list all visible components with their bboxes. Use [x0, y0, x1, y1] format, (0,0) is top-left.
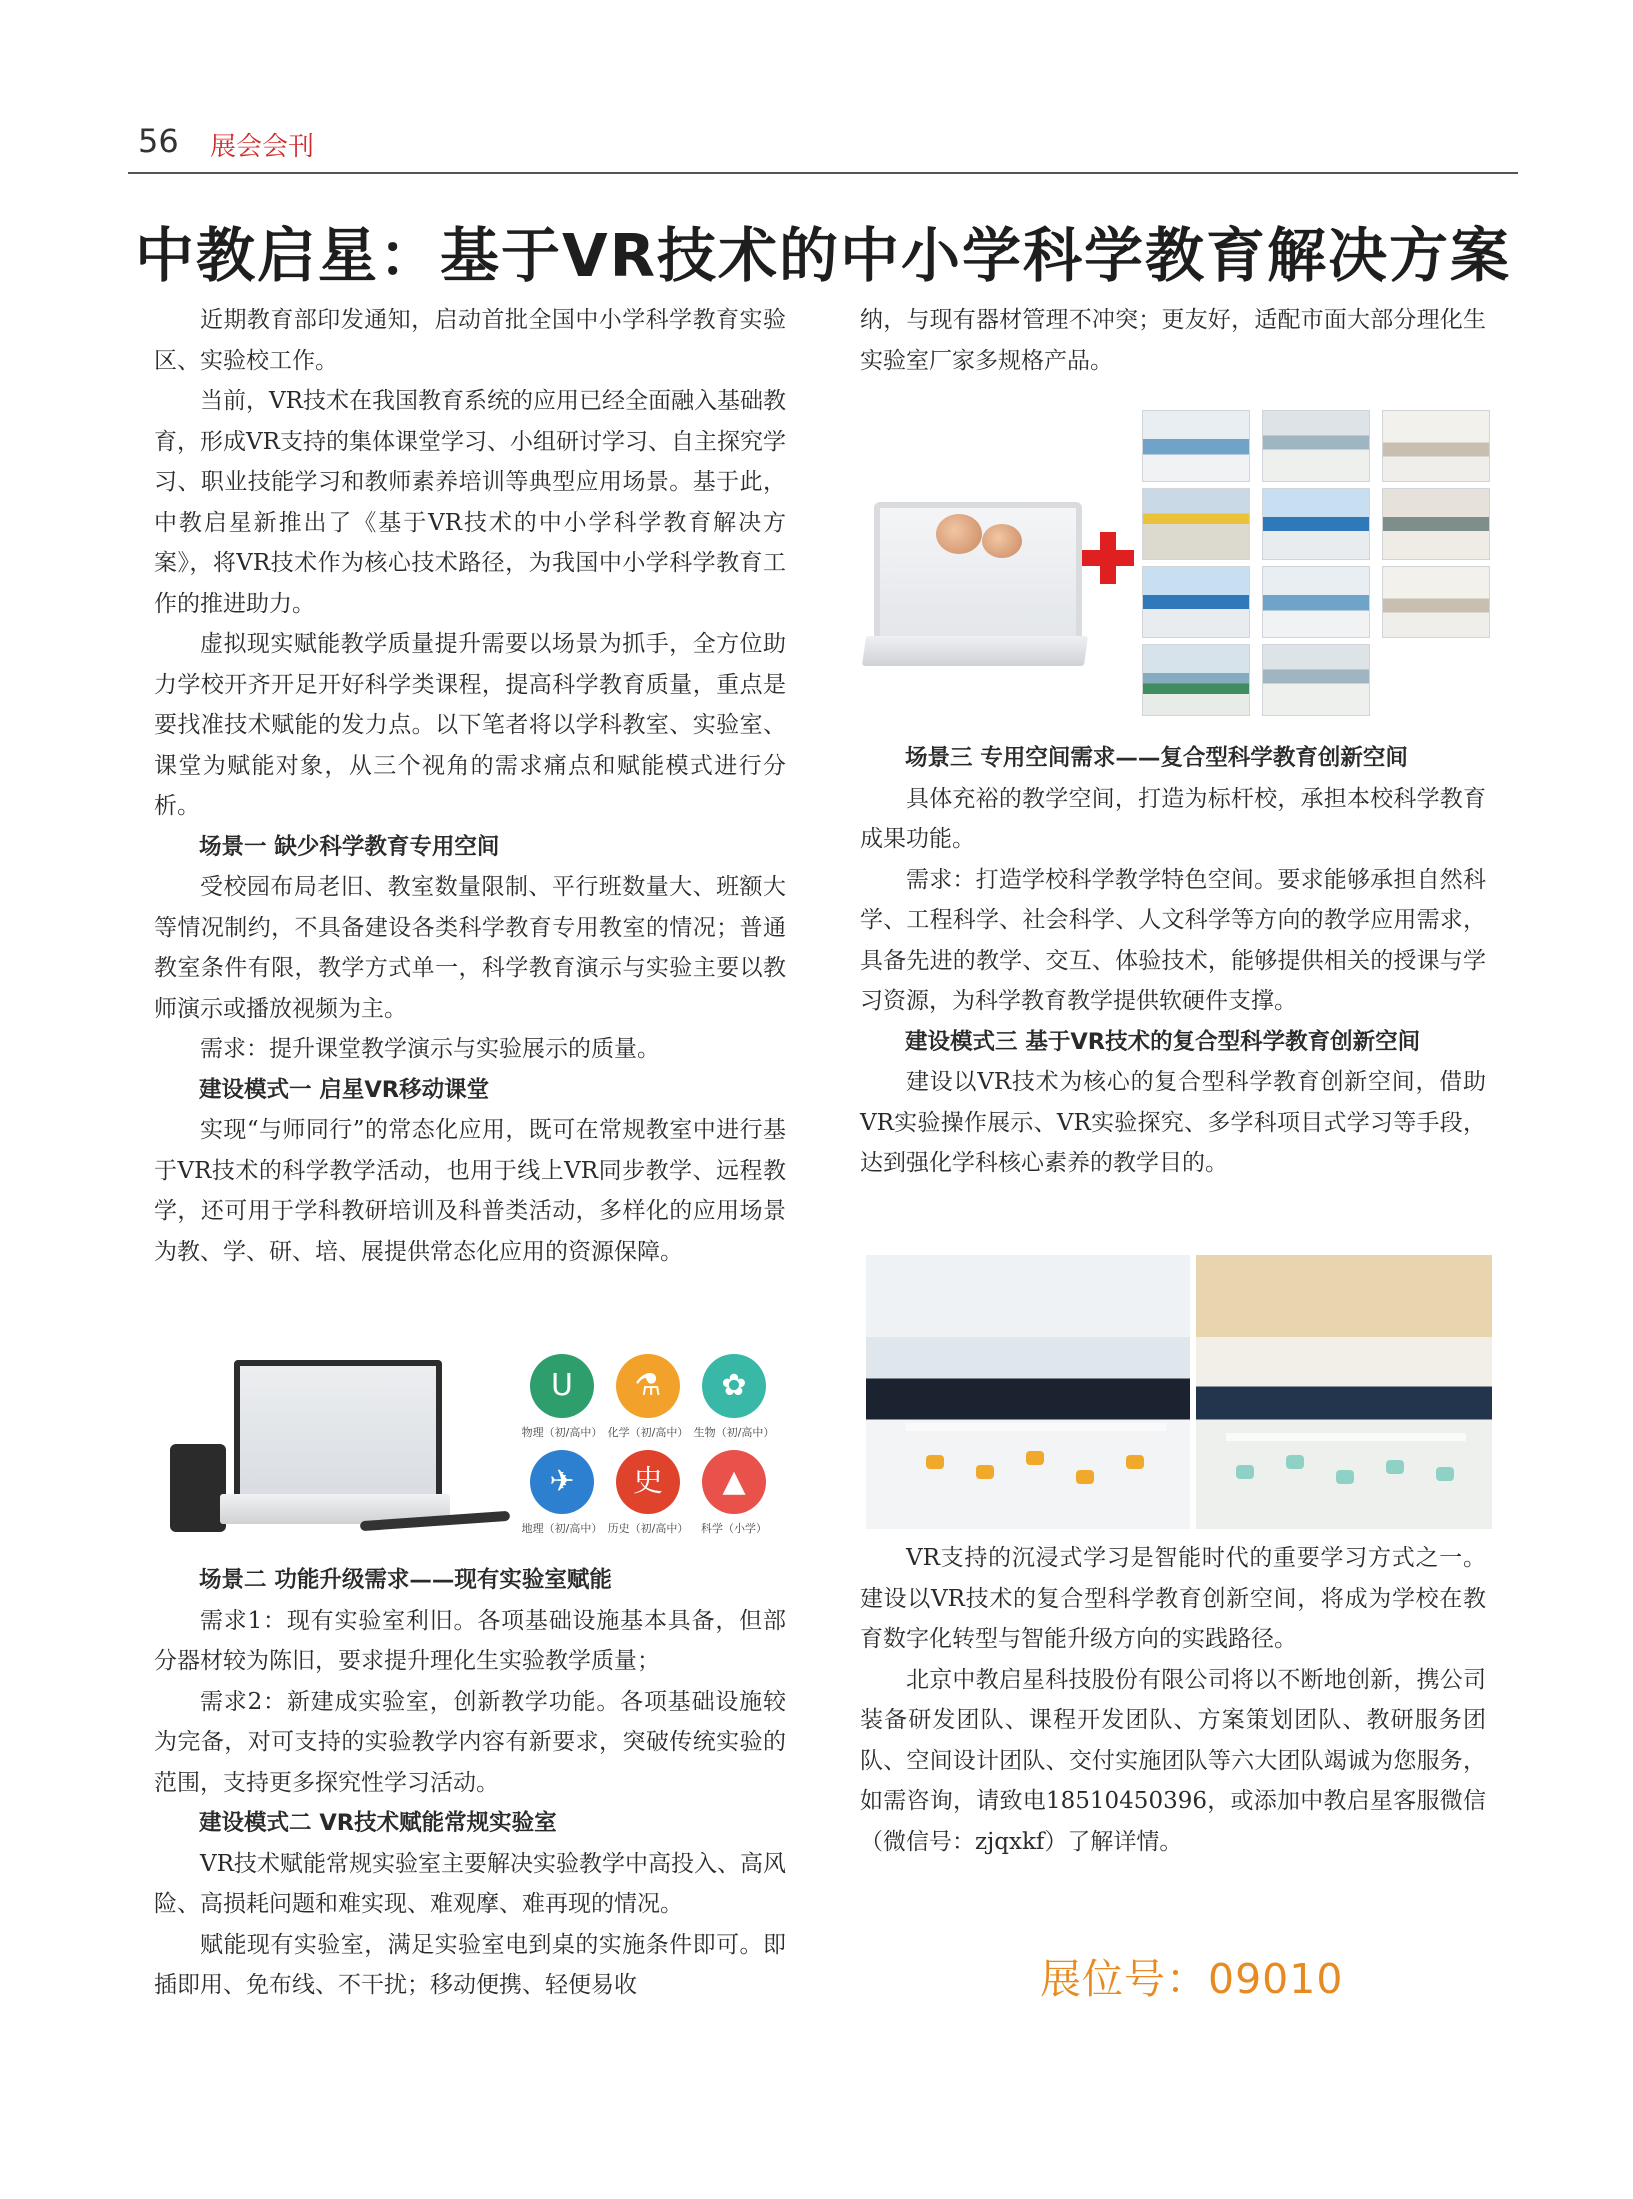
paragraph: 建设以VR技术为核心的复合型科学教育创新空间，借助VR实验操作展示、VR实验探究、多学科项目式学习等手段，达到强化学科核心素养的教学目的。 — [860, 1069, 1486, 1176]
header-divider — [128, 172, 1518, 174]
paragraph: VR支持的沉浸式学习是智能时代的重要学习方式之一。建设以VR技术的复合型科学教育创新空间，将成为学校在教育数字化转型与智能升级方向的实践路径。 — [860, 1545, 1486, 1652]
paragraph: 需求1：现有实验室利旧。各项基础设施基本具备，但部分器材较为陈旧，要求提升理化生实验教学质量； — [154, 1607, 786, 1674]
vr-laptop-image — [864, 502, 1086, 682]
subject-icon: ✿ — [702, 1354, 766, 1418]
subject-item — [674, 1450, 794, 1536]
paragraph: 需求：打造学校科学教学特色空间。要求能够承担自然科学、工程科学、社会科学、人文科学等方向的教学应用需求，具备先进的教学、交互、体验技术，能够提供相关的授课与学习资源，为科学教育教学提供软硬件支撑。 — [860, 866, 1486, 1014]
paragraph: VR技术赋能常规实验室主要解决实验教学中高投入、高风险、高损耗问题和难实现、难观摩、难再现的情况。 — [154, 1850, 786, 1917]
right-column-text-3 — [860, 1538, 1486, 1862]
paragraph: 当前，VR技术在我国教育系统的应用已经全面融入基础教育，形成VR支持的集体课堂学习、小组研讨学习、自主探究学习、职业技能学习和教师素养培训等典型应用场景。基于此，中教启星新推出了《基于VR技术的中小学科学教育解决方案》，将VR技术作为核心技术路径，为我国中小学科学教育工作的推进助力。 — [154, 388, 786, 617]
subject-label: 科学（小学） — [701, 1522, 767, 1535]
subject-icon: U — [530, 1354, 594, 1418]
classroom-photo-1 — [866, 1255, 1190, 1529]
booth-number: 展位号：09010 — [1040, 1955, 1344, 2003]
innovation-space-figure — [866, 1255, 1492, 1529]
subject-icon: 史 — [616, 1450, 680, 1514]
classroom-photo-2 — [1196, 1255, 1492, 1529]
subject-icon: ▲ — [702, 1450, 766, 1514]
paragraph: 具体充裕的教学空间，打造为标杆校，承担本校科学教育成果功能。 — [860, 785, 1486, 852]
paragraph: 实现“与师同行”的常态化应用，既可在常规教室中进行基于VR技术的科学教学活动，也用于线上VR同步教学、远程教学，还可用于学科教研培训及科普类活动，多样化的应用场景为教、学、研、培、展提供常态化应用的资源保障。 — [154, 1117, 786, 1265]
subject-label: 物理（初/高中） — [521, 1426, 603, 1439]
paragraph: 需求2：新建成实验室，创新教学功能。各项基础设施较为完备，对可支持的实验教学内容有新要求，突破传统实验的范围，支持更多探究性学习活动。 — [154, 1688, 786, 1796]
subject-label: 化学（初/高中） — [607, 1426, 689, 1439]
article-title: 中教启星：基于VR技术的中小学科学教育解决方案 — [134, 221, 1512, 290]
subject-label: 地理（初/高中） — [521, 1522, 603, 1535]
paragraph: 虚拟现实赋能教学质量提升需要以场景为抓手，全方位助力学校开齐开足开好科学类课程，提高科学教育质量，重点是要找准技术赋能的发力点。以下笔者将以学科教室、实验室、课堂为赋能对象，从三个视角的需求痛点和赋能模式进行分析。 — [154, 631, 786, 819]
paragraph: 受校园布局老旧、教室数量限制、平行班数量大、班额大等情况制约，不具备建设各类科学教育专用教室的情况；普通教室条件有限，教学方式单一，科学教育演示与实验主要以教师演示或播放视频为主。 — [154, 874, 786, 1022]
section-heading: 建设模式一 启星VR移动课堂 — [199, 1076, 490, 1103]
left-column-text-2 — [154, 1560, 786, 2006]
paragraph: 需求：提升课堂教学演示与实验展示的质量。 — [200, 1036, 660, 1062]
subject-label: 生物（初/高中） — [693, 1426, 775, 1439]
section-heading: 建设模式三 基于VR技术的复合型科学教育创新空间 — [905, 1028, 1421, 1055]
right-column-text-2 — [860, 738, 1486, 1184]
lab-collage-figure — [864, 410, 1486, 720]
subject-icon: ⚗ — [616, 1354, 680, 1418]
plus-icon — [1082, 532, 1134, 584]
subject-icon: ✈ — [530, 1450, 594, 1514]
section-heading: 场景三 专用空间需求——复合型科学教育创新空间 — [905, 745, 1408, 771]
page-number: 56 — [138, 122, 179, 160]
vr-mobile-classroom-figure — [160, 1340, 780, 1548]
section-heading: 场景二 功能升级需求——现有实验室赋能 — [199, 1567, 612, 1593]
right-column-text-1 — [860, 300, 1486, 381]
subject-label: 历史（初/高中） — [607, 1522, 689, 1535]
laptop-image — [220, 1360, 450, 1536]
paragraph: 北京中教启星科技股份有限公司将以不断地创新，携公司装备研发团队、课程开发团队、方案策划团队、教研服务团队、空间设计团队、交付实施团队等六大团队竭诚为您服务，如需咨询，请致电18510450396，或添加中教启星客服微信（微信号：zjqxkf）了解详情。 — [860, 1666, 1486, 1855]
left-column-text — [154, 300, 786, 1272]
subject-item — [674, 1354, 794, 1440]
publication-name: 展会会刊 — [210, 132, 315, 162]
section-heading: 场景一 缺少科学教育专用空间 — [199, 833, 500, 860]
section-heading: 建设模式二 VR技术赋能常规实验室 — [199, 1810, 557, 1836]
paragraph: 近期教育部印发通知，启动首批全国中小学科学教育实验区、实验校工作。 — [154, 307, 786, 374]
paragraph: 赋能现有实验室，满足实验室电到桌的实施条件即可。即插即用、免布线、不干扰；移动便携、轻便易收 — [154, 1931, 786, 1998]
paragraph: 纳，与现有器材管理不冲突；更友好，适配市面大部分理化生实验室厂家多规格产品。 — [860, 307, 1486, 374]
vr-device-image — [170, 1444, 226, 1532]
